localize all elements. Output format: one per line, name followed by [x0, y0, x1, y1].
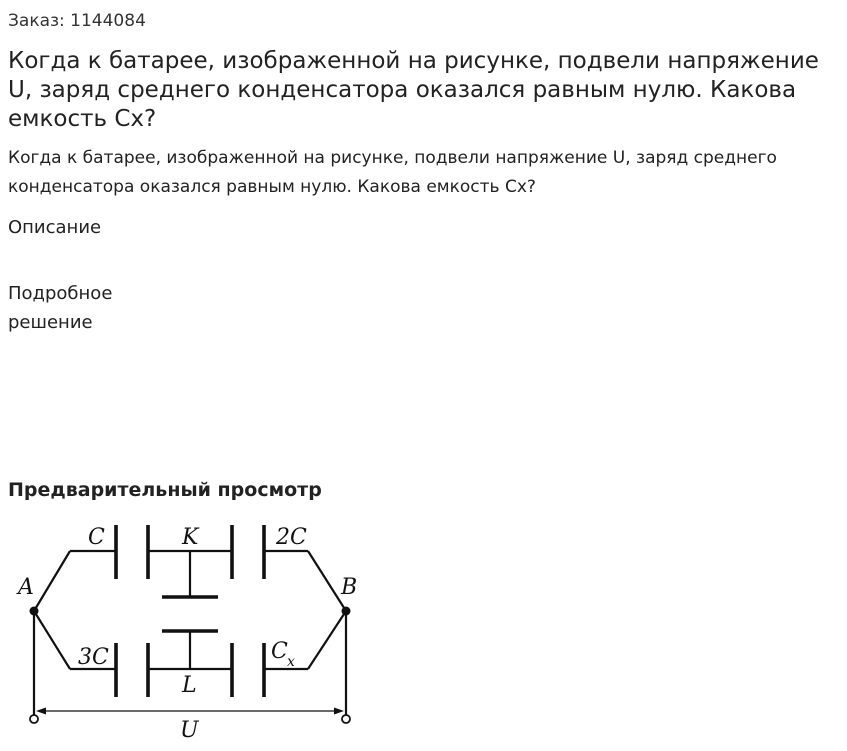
node-a-dot	[30, 607, 39, 616]
circuit-svg	[14, 515, 374, 747]
wire-a-upper	[34, 551, 70, 611]
label-3c: 3C	[78, 645, 109, 670]
label-c: C	[88, 525, 105, 550]
label-a: A	[18, 575, 34, 600]
label-k: K	[182, 525, 199, 550]
terminal-left	[30, 715, 38, 723]
voltage-arrow-left-head	[36, 708, 46, 715]
label-l: L	[182, 673, 197, 698]
voltage-arrow	[36, 708, 344, 715]
label-2c: 2C	[276, 525, 307, 550]
label-cx-subscript: x	[287, 654, 295, 670]
wire-a-lower	[34, 611, 70, 669]
order-number: Заказ: 1144084	[8, 11, 146, 31]
description-label: Описание	[8, 217, 102, 238]
label-b: B	[341, 575, 358, 600]
voltage-arrow-right-head	[334, 708, 344, 715]
wire-b-lower	[308, 611, 346, 669]
circuit-diagram	[14, 515, 374, 747]
task-title: Когда к батарее, изображенной на рисунке, подвели напряжение U, заряд среднего конденсатора оказался равным нулю. Какова емкость Сх?	[8, 48, 819, 132]
solution-label-line-2: решение	[8, 312, 93, 333]
preview-heading: Предварительный просмотр	[8, 479, 322, 501]
solution-label	[8, 279, 148, 337]
task-description: Когда к батарее, изображенной на рисунке, подвели напряжение U, заряд среднего конденсатора оказался равным нулю. Какова емкость Сх?	[8, 148, 777, 197]
solution-label-line-1: Подробное	[8, 283, 113, 304]
label-u: U	[180, 718, 199, 743]
terminal-right	[342, 715, 350, 723]
node-b-dot	[342, 607, 351, 616]
label-cx: C	[271, 639, 288, 664]
